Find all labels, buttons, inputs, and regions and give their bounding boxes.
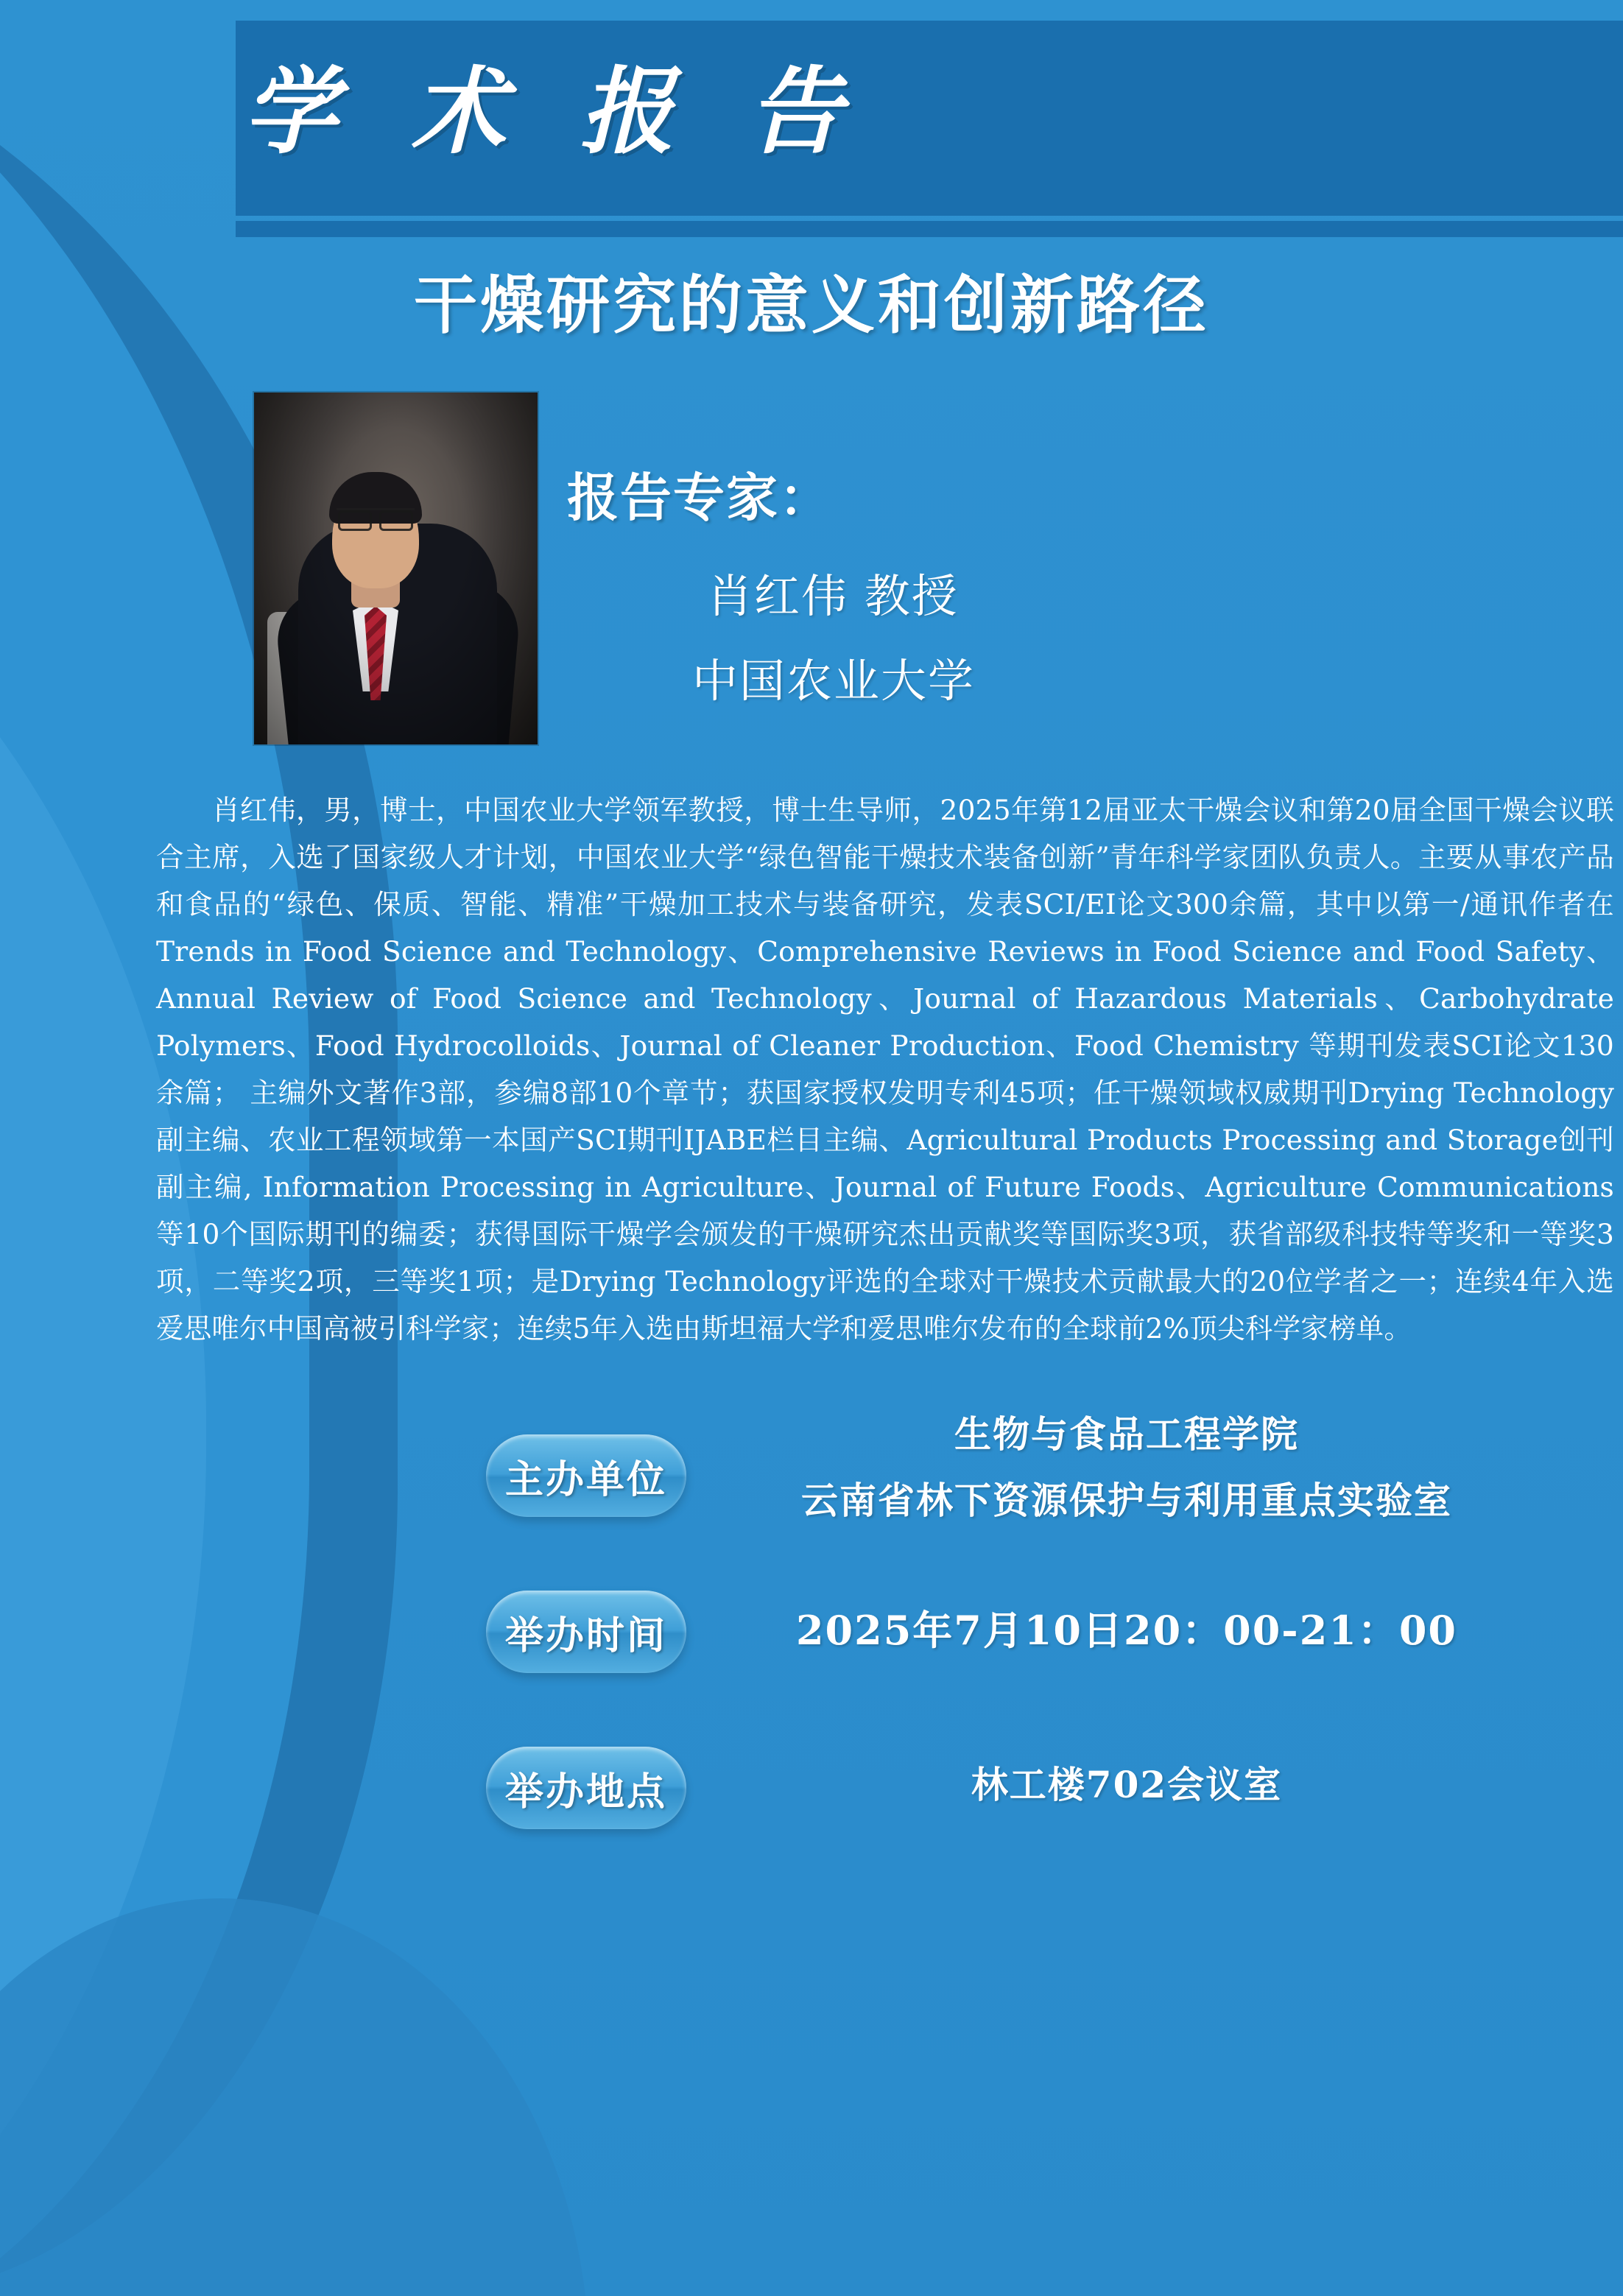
time-value: 2025年7月10日20：00-21：00 [795, 1607, 1457, 1654]
speaker-portrait [254, 392, 538, 744]
page-title: 干燥研究的意义和创新路径 [414, 268, 1209, 342]
host-value-line2: 云南省林下资源保护与利用重点实验室 [801, 1479, 1452, 1522]
info-row-place [0, 1733, 1623, 1890]
time-label: 举办时间 [504, 1613, 667, 1658]
speaker-label: 报告专家： [567, 467, 832, 528]
portrait-vignette [254, 392, 538, 744]
info-row-time [0, 1577, 1623, 1733]
place-label: 举办地点 [504, 1769, 667, 1814]
host-label: 主办单位 [504, 1457, 667, 1502]
info-row-host [0, 1412, 1623, 1577]
speaker-name: 肖红伟 教授 [707, 569, 959, 623]
info-section [0, 1412, 1623, 1890]
speaker-biography: 肖红伟，男，博士，中国农业大学领军教授，博士生导师，2025年第12届亚太干燥会议和第20届全国干燥会议联合主席，入选了国家级人才计划，中国农业大学“绿色智能干燥技术装备创新”青年科学家团队负责人。主要从事农产品和食品的“绿色、保质、智能、精准”干燥加工技术与装备研究，发表SCI/EI论文300余篇，其中以第一/通讯作者在Trends in Food Science and Technology、Comprehensive Reviews in Food Science and Food Safety、Annual Review of Food Science and Technology、Journal of Hazardous Materials、Carbohydrate Polymers、Food Hydrocolloids、Journal of Cleaner Production、Food Chemistry 等期刊发表SCI论文130余篇； 主编外文著作3部，参编8部10个章节；获国家授权发明专利45项；任干燥领域权威期刊Drying Technology副主编、农业工程领域第一本国产SCI期刊IJABE栏目主编、Agricultural Products Processing and Storage创刊副主编, Information Processing in Agriculture、Journal of Future Foods、Agriculture Communications等10个国际期刊的编委；获得国际干燥学会颁发的干燥研究杰出贡献奖等国际奖3项，获省部级科技特等奖和一等奖3项，二等奖2项，三等奖1项；是Drying Technology评选的全球对干燥技术贡献最大的20位学者之一；连续4年入选爱思唯尔中国高被引科学家；连续5年入选由斯坦福大学和爱思唯尔发布的全球前2%顶尖科学家榜单。 [156, 794, 1614, 1345]
speaker-organization: 中国农业大学 [692, 654, 976, 708]
host-value-line1: 生物与食品工程学院 [954, 1412, 1299, 1456]
header-rule [236, 221, 1623, 237]
host-label-pill [486, 1434, 686, 1517]
banner-title: 学 术 报 告 [243, 57, 863, 167]
time-label-pill [486, 1591, 686, 1673]
place-value: 林工楼702会议室 [971, 1763, 1283, 1806]
place-label-pill [486, 1747, 686, 1829]
